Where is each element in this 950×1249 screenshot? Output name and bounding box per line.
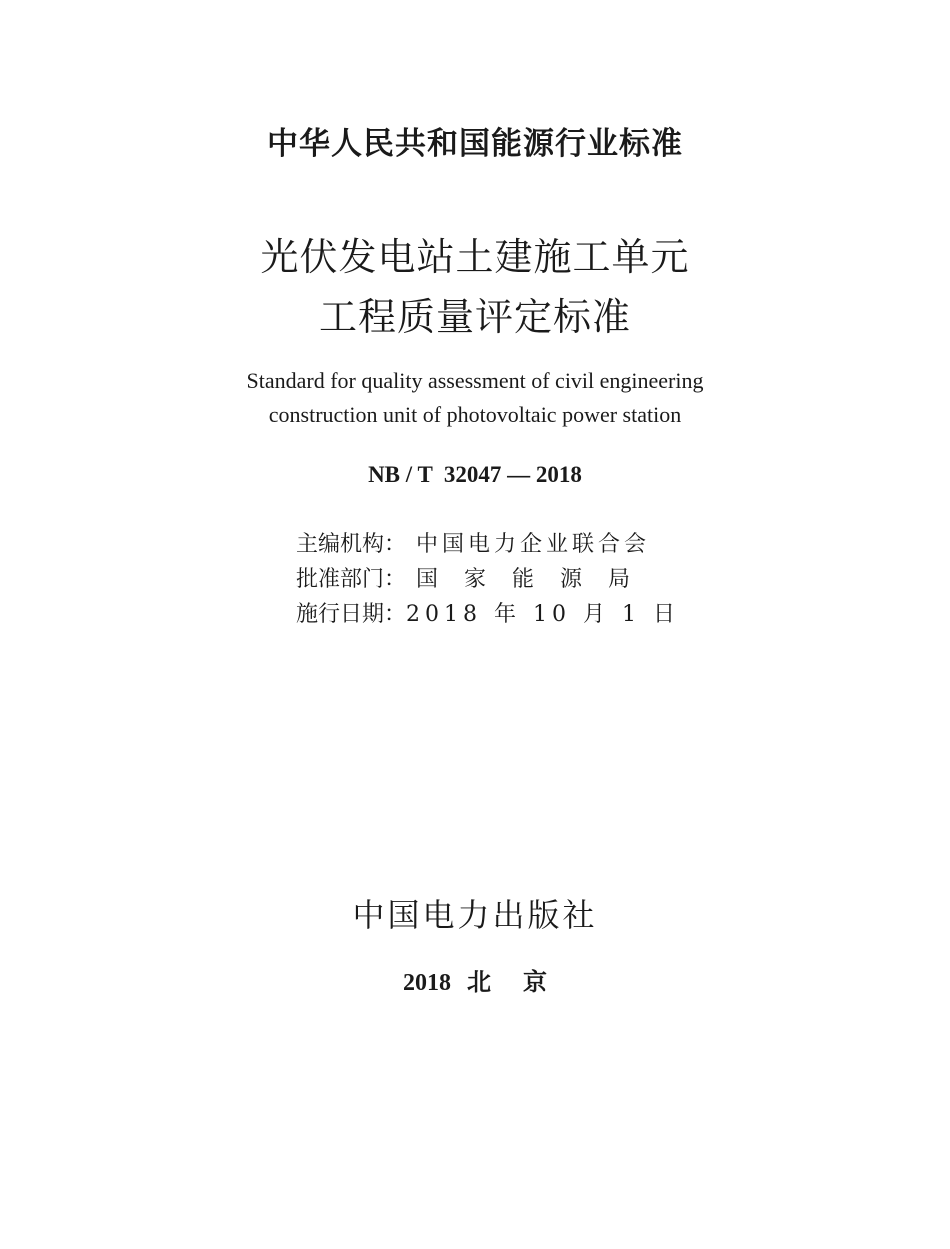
meta-value: 国家能源局 xyxy=(416,567,657,592)
meta-value: 中国电力企业联合会 xyxy=(416,532,651,557)
title-english-line-2: construction unit of photovoltaic power station xyxy=(268,402,682,427)
meta-label: 施行日期： xyxy=(296,602,407,627)
publication-city: 北 京 xyxy=(467,970,547,996)
meta-value: 2018 年 10 月 1 日 xyxy=(406,602,680,627)
publisher-name: 中国电力出版社 xyxy=(352,896,598,934)
meta-label: 主编机构： xyxy=(296,532,407,557)
meta-label: 批准部门： xyxy=(296,567,407,592)
title-chinese-line-1: 光伏发电站土建施工单元 xyxy=(260,235,690,279)
series-heading: 中华人民共和国能源行业标准 xyxy=(267,126,683,162)
title-chinese-line-2: 工程质量评定标准 xyxy=(318,295,631,339)
meta-row-effective-date xyxy=(296,597,680,628)
meta-row-approval-department xyxy=(296,562,676,593)
publication-line xyxy=(0,962,950,997)
publication-year: 2018 xyxy=(403,970,451,996)
standard-code: NB / T 32047 — 2018 xyxy=(368,462,582,487)
title-english-line-1: Standard for quality assessment of civil engineering xyxy=(246,368,704,393)
meta-row-chief-editor xyxy=(296,527,676,558)
